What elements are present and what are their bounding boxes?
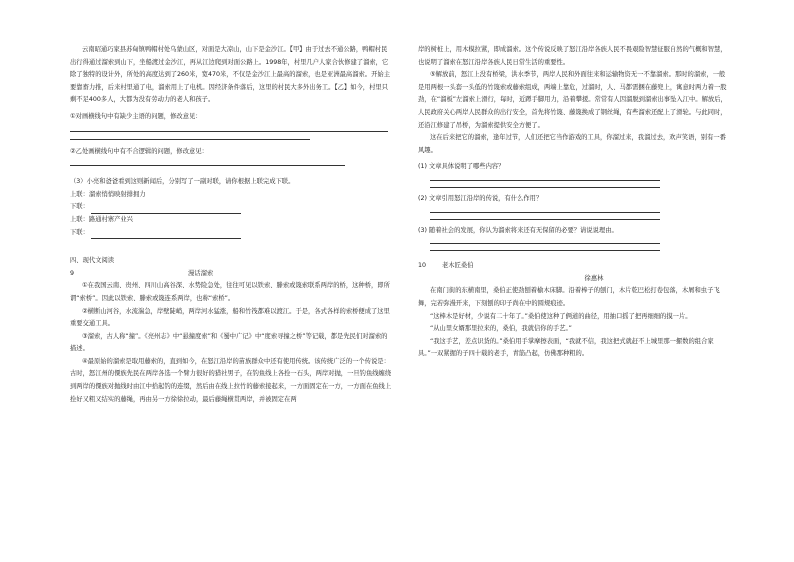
question-3: （3）小亮和爸爸看到这则新闻后，分别写了一副对联，请你根据上联完成下联。 <box>70 178 295 186</box>
upper-couplet-2: 上联：路通村寨产业兴 <box>70 215 133 223</box>
story-paragraph-1: 在南门街的东横南里，桑伯正使劲刨着榆木床脚。沿着棒子的刨门，木片乾巴松打卷包落，木屑和虫子飞舞，完若弥漫开来，下刻刨的印子尚在中的圆规痕迹。 <box>418 287 720 307</box>
question-10-number: 10 <box>418 262 427 270</box>
answer-line[interactable] <box>430 250 660 251</box>
couplet-answer-line[interactable] <box>91 231 241 239</box>
story-title: 老木匠桑伯 <box>442 262 474 270</box>
answer-line[interactable] <box>430 219 660 220</box>
story-author: 徐惠林 <box>584 274 604 282</box>
answer-line[interactable] <box>70 165 345 166</box>
essay-title: 漫话溜索 <box>188 269 214 277</box>
reading-question-3: (3) 随着社会的发展，你认为溜索将来还有无保留的必要？请说说理由。 <box>418 226 618 234</box>
lower-couplet-1-label: 下联： <box>70 203 89 211</box>
upper-couplet-1: 上联：溜索悄悄映射排拥力 <box>70 190 146 198</box>
paragraph-4: ④最原始的溜索是取用藤索的，直到如今，在怒江沿岸的苗族群众中还有使用传统。该传统广泛的一个传说是：古时，怒江州的僳族先民在两岸各选一个臂力很好的猎社男子，在钓鱼线上各拴一石头，两岸对抛，一旦钓鱼线缠绕到两岸的僳族对抛线时由江中拾起钓的连缀，然后由在线上拉竹的藤索接起来，一方面固定在一方，一方面在鱼线上拴好又粗又结实的藤绳，再由另一方徐徐拉动，最后藤绳横贯两岸，并被固定在两 <box>70 357 392 403</box>
paragraph-3: ③溜索，古人称“撞”。《亮州志》中“悬撞度索”和《蜀中广记》中“度索寻撞之桥”等记载，都是先民们对溜索的描述。 <box>70 332 388 353</box>
answer-line[interactable] <box>430 212 660 213</box>
answer-line[interactable] <box>70 131 388 132</box>
question-2: ②乙处画横线句中有不合逻辑的问题，修改意见： <box>70 147 208 155</box>
paragraph-6: 这在后来把它的溜索，逢年过节，人们还把它当作游戏的工具，你溜过来，我溜过去，欢声笑语，别有一番风趣。 <box>418 134 726 154</box>
answer-line[interactable] <box>430 243 660 244</box>
reading-question-2: (2) 文章引用怒江沿岸的传说，有什么作用？ <box>418 194 543 202</box>
paragraph-2: ②横断山河谷，水流湍急，岸壁陡峭，两岸河水猛涨，船和竹筏都难以渡江。于是，各式各样的索桥便成了这里重要交通工具。 <box>70 307 390 328</box>
story-paragraph-4: “我这手艺，差点识货的。”桑伯用手掌摩擦表面，“我就不信，我这把式就赶不上城里那一摞数的组合家具。”一双紧握的子四十载的老手，青筋凸起，仿佛那种粗的。 <box>418 337 714 358</box>
reading-question-1: (1) 文章具体说明了哪些内容？ <box>418 163 505 171</box>
left-column <box>70 44 392 406</box>
couplet-answer-line[interactable] <box>91 206 241 214</box>
paragraph-4-continued: 岸的树桩上，用木模拉紧，即成溜索。这个传说反映了怒江沿岸各族人民不畏艰险智慧征服自然的气概和智慧，也说明了溜索在怒江沿岸各族人民日常生活的重要性。 <box>418 46 727 66</box>
paragraph-1: ①在我国云南、贵州、四川山高谷深、水势险急处，往往可见以铁索、滕索或篾索联系两岸的桥，这种桥，即所谓“索桥”。因此以铁索、滕索或篾连系两岸，也称“索桥”。 <box>70 282 390 302</box>
story-paragraph-2: “这棒木是好材，少说有二十年了。”桑伯使这种了俩道的曲径，用抽口摇了把再细细的摸一片。 <box>430 312 692 320</box>
answer-line[interactable] <box>430 187 660 188</box>
paragraph-5: ⑤解放前，怒江上没有桥梁，洪水季节，两岸人民和外面往来和运输物资无一不靠溜索。那时的溜索，一般是用两根一头套一头低的竹篾索或藤索组成，两端上靠危，过溜时，人、马都需捆在藤兜上，寓意时两力着一股劲，在“溜板”左溜索上滑行，每时，近蹲手脚用力，沿着攀援。常常有人因溜脱到溜索出事坠入江中。解放后，人民政府关心两岸人民群众的出行安全，首先将竹篾、藤篾换成了钢丝绳，有些溜索还配上了滑轮。与此同时，还沿江修建了吊桥，为溜索提供安全方便了。 <box>418 71 727 129</box>
right-column <box>418 44 730 361</box>
lower-couplet-2-label: 下联： <box>70 228 89 236</box>
answer-line[interactable] <box>430 180 660 181</box>
question-1: ①对画横线句中有缺少主语的问题，修改意见： <box>70 112 202 120</box>
section-heading: 四、现代文阅读 <box>70 257 115 265</box>
question-number: 9 <box>70 269 75 277</box>
story-paragraph-3: “从山里女婿那里拉来的，桑伯，我就信你的手艺。” <box>430 325 572 333</box>
news-passage: 云南昭通巧家县苏甸镇鸭帽村处乌蒙山区，对面是大凉山，山下是金沙江。【甲】由于过去不通公路，鸭帽村民出行得通过溜索到山下，坐船渡过金沙江，再从江边爬到对面公路上。1998年，村里几户人家合伙修建了溜索，它除了独特的设计外，所处的高度达到了260米，宽470米，不仅是金沙江上最高的溜索，也是亚洲最高溜索。开始主要靠畜力推，后来村里通了电，溜索用上了电机。因经济条件落后，这里的村民大多外出务工。【乙】如今，村里只剩不足400多人，大都为没有劳动力的老人和孩子。 <box>70 46 390 104</box>
answer-line[interactable] <box>70 139 310 140</box>
